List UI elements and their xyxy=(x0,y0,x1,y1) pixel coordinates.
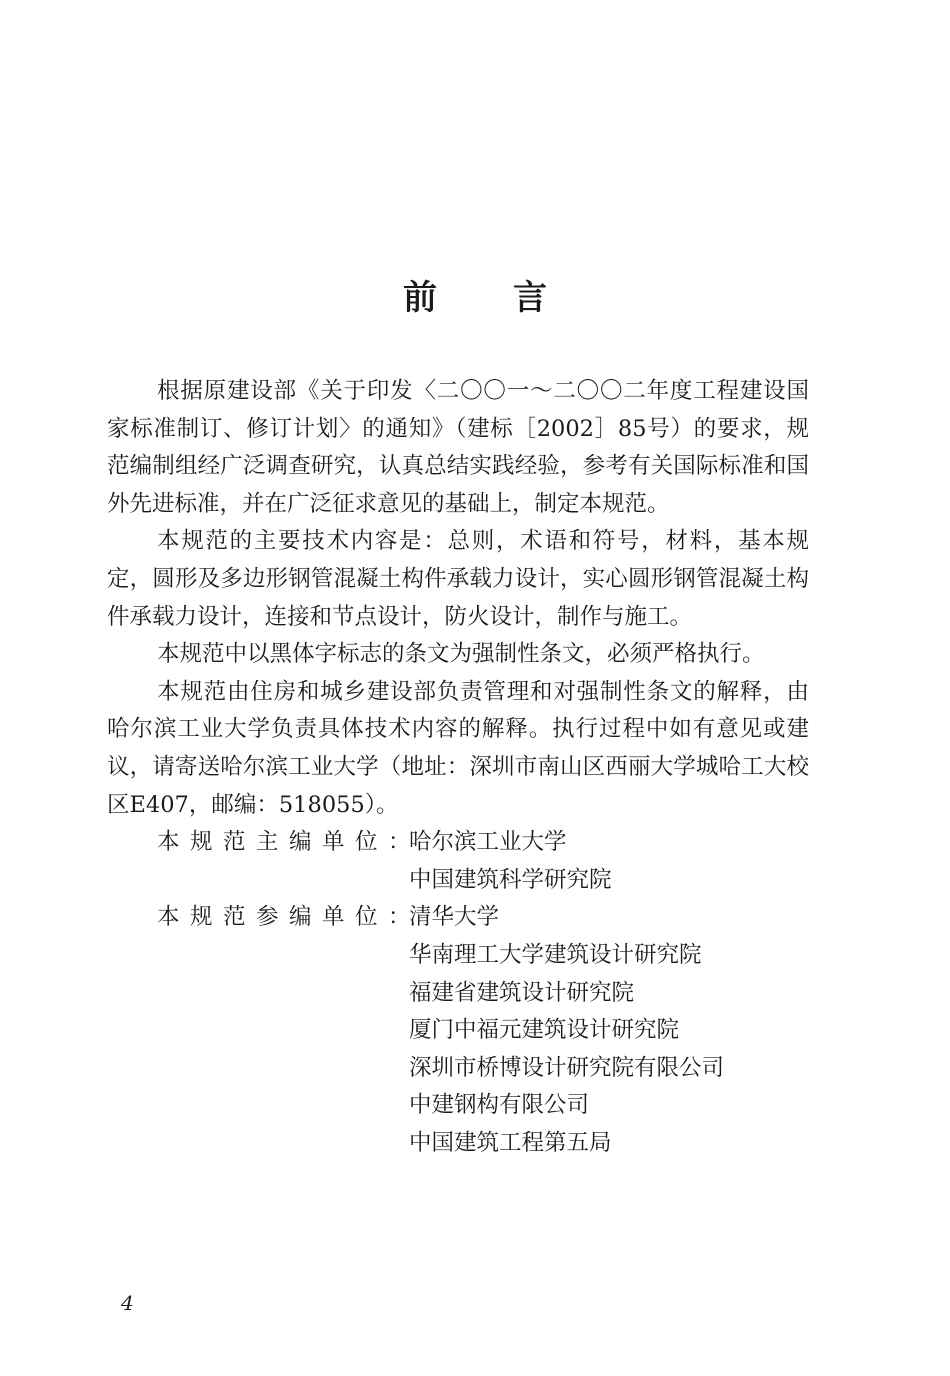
chief-units-list xyxy=(409,824,809,899)
chief-units-section xyxy=(107,824,809,899)
participating-units-list xyxy=(409,899,809,1162)
chief-unit-item: 哈尔滨工业大学 xyxy=(409,829,567,856)
participating-unit-item: 福建省建筑设计研究院 xyxy=(409,979,635,1006)
participating-unit-item: 厦门中福元建筑设计研究院 xyxy=(409,1017,680,1044)
page-title xyxy=(0,276,950,320)
participating-unit-item: 华南理工大学建筑设计研究院 xyxy=(409,941,702,968)
participating-unit-item: 中国建筑工程第五局 xyxy=(409,1129,612,1156)
title-char-1: 前 xyxy=(403,278,437,318)
participating-units-section xyxy=(107,899,809,1162)
participating-unit-item: 中建钢构有限公司 xyxy=(409,1092,590,1119)
preface-body xyxy=(107,373,809,1162)
paragraph-1: 根据原建设部《关于印发〈二〇〇一～二〇〇二年度工程建设国家标准制订、修订计划〉的通知》（建标［2002］85号）的要求，规范编制组经广泛调查研究，认真总结实践经验，参考有关国际标准和国外先进标准，并在广泛征求意见的基础上，制定本规范。 xyxy=(107,378,809,517)
title-char-2: 言 xyxy=(513,278,547,318)
chief-unit-item: 中国建筑科学研究院 xyxy=(409,866,612,893)
participating-unit-item: 清华大学 xyxy=(409,904,500,931)
participating-unit-item: 深圳市桥博设计研究院有限公司 xyxy=(409,1054,725,1081)
page-number: 4 xyxy=(121,1291,134,1315)
chief-units-label: 本规范主编单位： xyxy=(157,829,422,856)
paragraph-2: 本规范的主要技术内容是：总则，术语和符号，材料，基本规定，圆形及多边形钢管混凝土构件承载力设计，实心圆形钢管混凝土构件承载力设计，连接和节点设计，防火设计，制作与施工。 xyxy=(107,528,809,630)
paragraph-3: 本规范中以黑体字标志的条文为强制性条文，必须严格执行。 xyxy=(157,641,765,668)
paragraph-4: 本规范由住房和城乡建设部负责管理和对强制性条文的解释，由哈尔滨工业大学负责具体技术内容的解释。执行过程中如有意见或建议，请寄送哈尔滨工业大学（地址：深圳市南山区西丽大学城哈工大校区E407，邮编：518055）。 xyxy=(107,678,809,818)
participating-units-label: 本规范参编单位： xyxy=(157,904,422,931)
